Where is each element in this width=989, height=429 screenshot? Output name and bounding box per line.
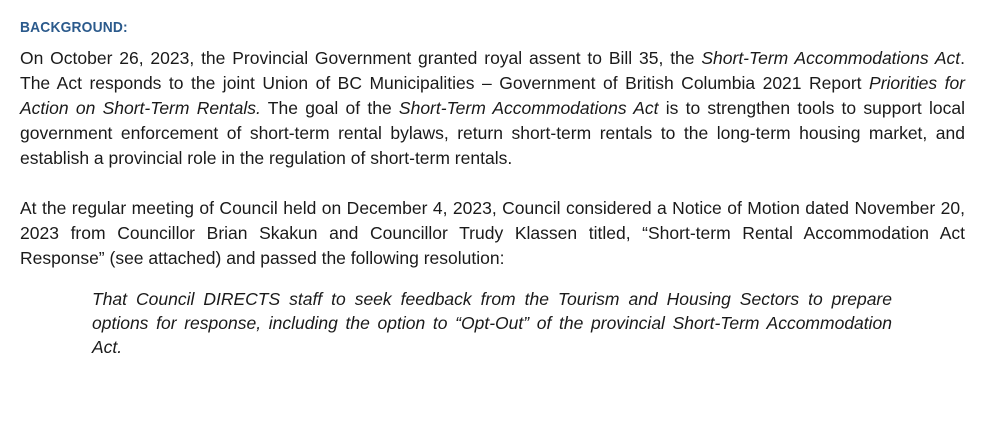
- section-heading: BACKGROUND:: [20, 19, 128, 36]
- document-section: [20, 18, 965, 359]
- council-resolution-quote: That Council DIRECTS staff to seek feedback from the Tourism and Housing Sectors to prepare options for response, including the option to “Opt-Out” of the provincial Short-Term Accommodation Act.: [92, 289, 892, 357]
- p1-report-title: Priorities for Action on Short-Term Rentals.: [20, 73, 966, 118]
- p1-act-title-2: Short-Term Accommodations Act: [398, 98, 659, 118]
- p1-text-1: On October 26, 2023, the Provincial Government granted royal assent to Bill 35, the: [20, 48, 702, 68]
- p1-act-title-1: Short-Term Accommodations Act: [701, 48, 961, 68]
- p1-text-4: is to strengthen tools to support local government enforcement of short-term rental bylaws, return short-term rentals to the long-term housing market, and establish a provincial role in the regulation of short-term rentals.: [20, 98, 965, 168]
- background-paragraph-2: At the regular meeting of Council held on December 4, 2023, Council considered a Notice of Motion dated November 20, 2023 from Councillor Brian Skakun and Councillor Trudy Klassen titled, “Short-term Rental Accommodation Act Response” (see attached) and passed the following resolution:: [20, 198, 965, 268]
- p1-text-2: . The Act responds to the joint Union of BC Municipalities – Government of British Columbia 2021 Report: [20, 48, 965, 93]
- background-paragraph-1: [20, 46, 965, 171]
- p1-text-3: The goal of the: [260, 98, 399, 118]
